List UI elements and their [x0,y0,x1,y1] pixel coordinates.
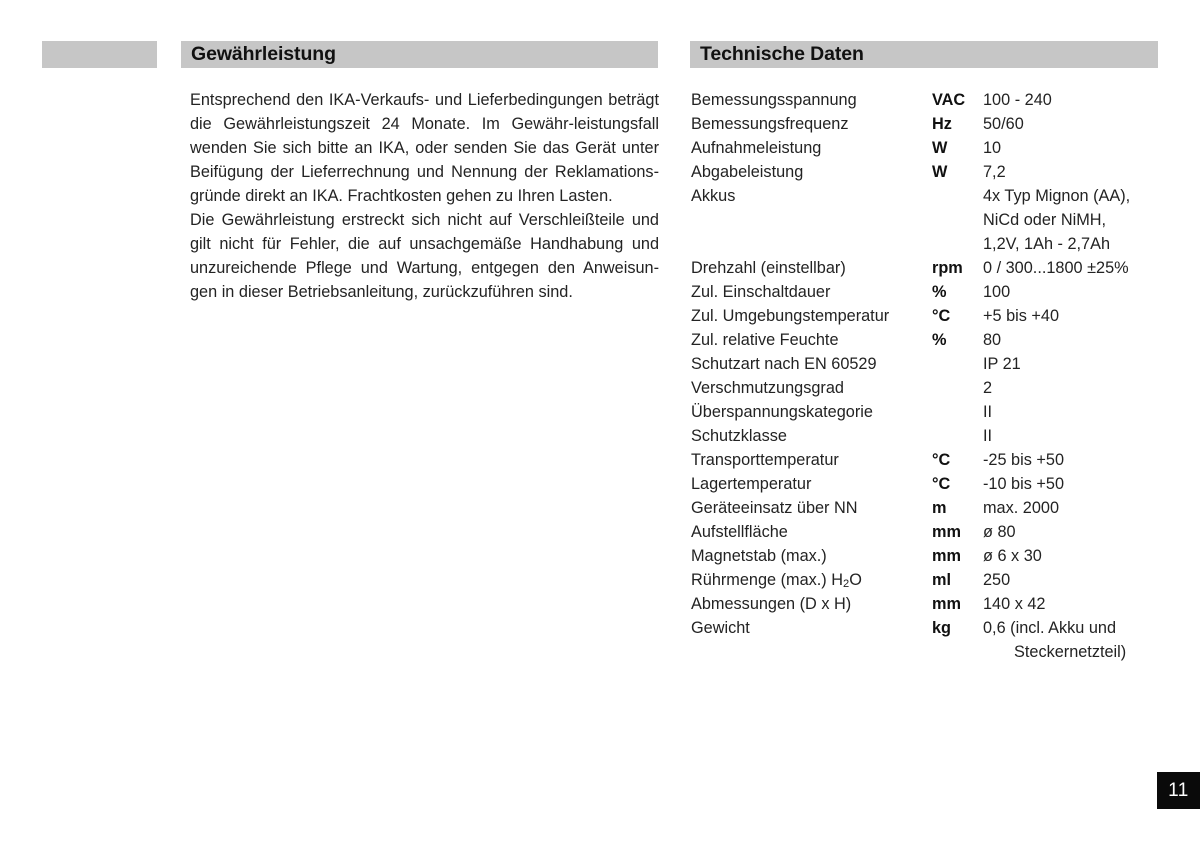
spec-row [691,472,1171,496]
spec-unit: kg [932,619,952,637]
spec-unit: m [932,499,947,517]
spec-row [691,616,1171,640]
spec-row [691,232,1171,256]
spec-unit: Hz [932,115,952,133]
spec-label: Aufstellfläche [691,523,788,541]
paragraph-line: Die Gewährleistung erstreckt sich nicht auf Verschleißteile und [190,211,659,229]
spec-unit: °C [932,475,951,493]
spec-unit: % [932,283,947,301]
paragraph-line: die Gewährleistungszeit 24 Monate. Im Gewähr-leistungsfall [190,115,659,133]
spec-value: 2 [983,379,993,397]
paragraph [190,208,659,304]
spec-value: 140 x 42 [983,595,1046,613]
spec-row [691,640,1171,664]
spec-label: Akkus [691,187,736,205]
spec-value: 1,2V, 1Ah - 2,7Ah [983,235,1111,253]
spec-value: 100 [983,283,1011,301]
spec-value: max. 2000 [983,499,1060,517]
spec-label: Gewicht [691,619,750,637]
spec-row [691,88,1171,112]
spec-value: 250 [983,571,1011,589]
spec-label: Schutzart nach EN 60529 [691,355,877,373]
spec-value: 100 - 240 [983,91,1052,109]
spec-value: 80 [983,331,1002,349]
spec-label: Zul. Einschaltdauer [691,283,831,301]
spec-row [691,352,1171,376]
spec-unit: W [932,163,948,181]
spec-row [691,304,1171,328]
spec-value: ø 6 x 30 [983,547,1042,565]
spec-row [691,208,1171,232]
technical-data-table [691,88,1171,664]
spec-row [691,424,1171,448]
spec-label: Schutzklasse [691,427,787,445]
spec-row [691,328,1171,352]
spec-value: 50/60 [983,115,1024,133]
spec-unit: mm [932,523,961,541]
page-number-badge [1157,772,1200,809]
spec-row [691,376,1171,400]
left-column-heading: Gewährleistung [191,42,336,65]
spec-label: Geräteeinsatz über NN [691,499,858,517]
spec-label: Zul. relative Feuchte [691,331,839,349]
spec-label: Rührmenge (max.) $H_2O$ [691,571,862,591]
spec-value: ø 80 [983,523,1016,541]
spec-label: Transporttemperatur [691,451,839,469]
spec-row-container [691,88,1171,664]
spec-value: 0 / 300...1800 ±25% [983,259,1129,277]
spec-row [691,544,1171,568]
spec-value: 7,2 [983,163,1006,181]
paragraph-line: gilt nicht für Fehler, die auf unsachgemäße Handhabung und [190,235,659,253]
spec-value: -25 bis +50 [983,451,1065,469]
spec-value: IP 21 [983,355,1021,373]
spec-label: Magnetstab (max.) [691,547,827,565]
spec-row [691,160,1171,184]
spec-label: Drehzahl (einstellbar) [691,259,846,277]
spec-row [691,448,1171,472]
spec-unit: rpm [932,259,963,277]
spec-label: Verschmutzungsgrad [691,379,844,397]
spec-unit: mm [932,595,961,613]
left-column-heading-band [181,41,658,68]
spec-label: Zul. Umgebungstemperatur [691,307,890,325]
paragraph [190,88,659,208]
warranty-paragraphs [190,88,659,304]
spec-row [691,136,1171,160]
spec-row [691,280,1171,304]
spec-value: II [983,403,993,421]
paragraph-line: Beifügung der Lieferrechnung und Nennung der Reklamations- [190,163,659,181]
spec-label: Abgabeleistung [691,163,804,181]
page-number: 11 [1168,779,1189,801]
spec-row [691,400,1171,424]
spec-unit: VAC [932,91,966,109]
paragraph-line: gen in dieser Betriebsanleitung, zurückzuführen sind. [190,283,573,301]
spec-label: Überspannungskategorie [691,403,873,421]
warranty-section [190,88,659,304]
spec-unit: ml [932,571,952,589]
spec-value: 0,6 (incl. Akku und [983,619,1117,637]
paragraph-line: Entsprechend den IKA-Verkaufs- und Lieferbedingungen beträgt [190,91,659,109]
spec-row [691,592,1171,616]
right-column-heading: Technische Daten [700,42,864,65]
spec-row [691,112,1171,136]
spec-value: NiCd oder NiMH, [983,211,1107,229]
paragraph-line: gründe direkt an IKA. Frachtkosten gehen zu Ihren Lasten. [190,187,613,205]
spec-unit: °C [932,307,951,325]
spec-unit: W [932,139,948,157]
spec-unit: mm [932,547,961,565]
spec-value: 10 [983,139,1002,157]
spec-value: Steckernetzteil) [1014,643,1127,661]
right-column-heading-band [690,41,1158,68]
spec-row [691,256,1171,280]
spec-value: -10 bis +50 [983,475,1065,493]
spec-label: Lagertemperatur [691,475,812,493]
spec-value: II [983,427,993,445]
spec-label: Abmessungen (D x H) [691,595,852,613]
spec-row [691,568,1171,592]
spec-value: 4x Typ Mignon (AA), [983,187,1131,205]
paragraph-line: wenden Sie sich bitte an IKA, oder senden Sie das Gerät unter [190,139,659,157]
spec-row [691,184,1171,208]
spec-row [691,496,1171,520]
spec-unit: % [932,331,947,349]
spec-unit: °C [932,451,951,469]
spec-label: Aufnahmeleistung [691,139,822,157]
header-gray-stub [42,41,157,68]
spec-label: Bemessungsfrequenz [691,115,849,133]
paragraph-line: unzureichende Pflege und Wartung, entgegen den Anweisun- [190,259,659,277]
spec-label: Bemessungsspannung [691,91,857,109]
spec-value: +5 bis +40 [983,307,1060,325]
spec-row [691,520,1171,544]
